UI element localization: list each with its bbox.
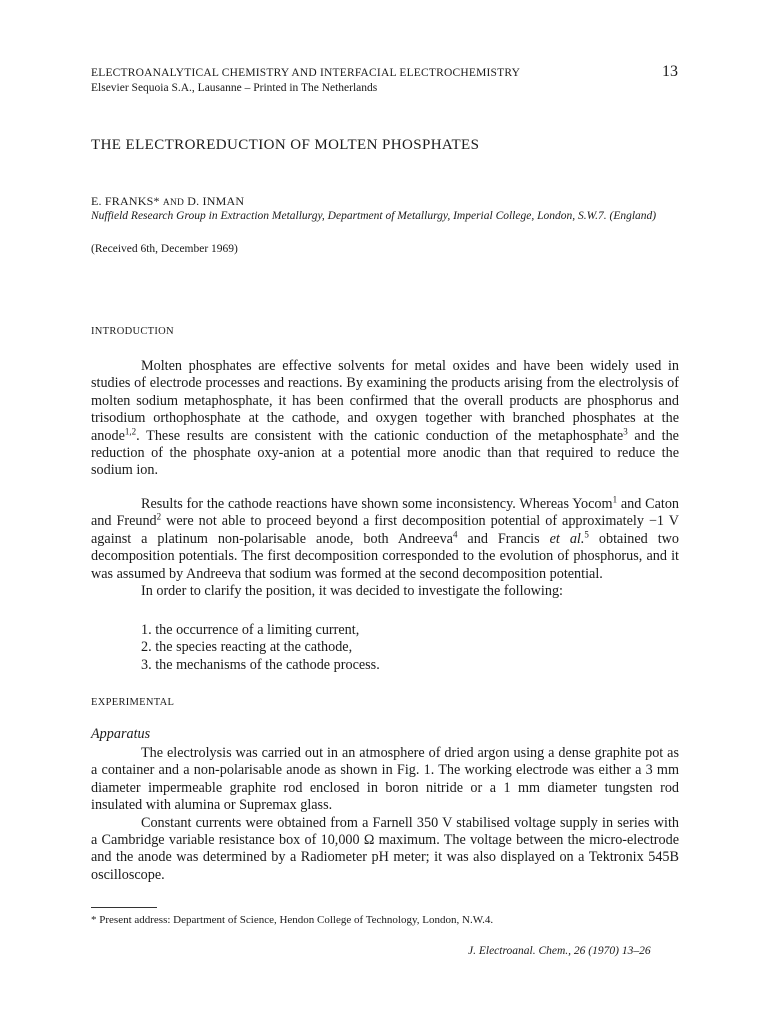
- list-item: 3. the mechanisms of the cathode process.: [141, 656, 380, 673]
- introduction-paragraph-2: [91, 496, 679, 600]
- journal-citation: J. Electroanal. Chem., 26 (1970) 13–26: [468, 945, 651, 957]
- page-number: 13: [662, 63, 678, 80]
- footnote-rule: [91, 907, 157, 908]
- apparatus-paragraph-1: The electrolysis was carried out in an atmosphere of dried argon using a dense graphite pot as a container and a non-polarisable anode as shown in Fig. 1. The working electrode was either a 3 mm diameter impermeable graphite rod enclosed in boron nitride or a 1 mm diameter tungsten rod insulated with alumina or Supremax glass.: [91, 745, 679, 814]
- reference-mark: 5: [584, 529, 589, 540]
- author-1: E. FRANKS*: [91, 194, 160, 208]
- author-2: D. INMAN: [187, 194, 245, 208]
- text-run: . These results are consistent with the cationic conduction of the metaphosphate: [136, 427, 624, 444]
- text-run-italic: et al.: [549, 530, 585, 547]
- investigation-list: [141, 622, 380, 674]
- reference-mark: 3: [623, 425, 628, 436]
- reference-mark: 4: [452, 529, 458, 540]
- article-title: THE ELECTROREDUCTION OF MOLTEN PHOSPHATES: [91, 137, 480, 153]
- text-run: were not able to proceed beyond a first decomposition potential of approximately −1 V against a platinum non-polarisable anode, both Andreeva: [91, 513, 679, 547]
- text-run: and Caton and Freund: [91, 496, 680, 530]
- affiliation: Nuffield Research Group in Extraction Metallurgy, Department of Metallurgy, Imperial College, London, S.W.7. (England): [91, 210, 657, 222]
- reference-mark: 1,2: [124, 425, 137, 436]
- list-item: 1. the occurrence of a limiting current,: [141, 622, 360, 638]
- experimental-heading: EXPERIMENTAL: [91, 697, 175, 708]
- reference-mark: 2: [156, 511, 162, 522]
- text-run: and Francis: [457, 530, 550, 547]
- list-item: 2. the species reacting at the cathode,: [141, 639, 353, 656]
- received-date: (Received 6th, December 1969): [91, 243, 238, 255]
- apparatus-subheading: Apparatus: [91, 726, 151, 742]
- text-run: and the reduction of the phosphate oxy-anion at a potential more anodic than that required to reduce the sodium ion.: [91, 427, 679, 479]
- text-run: Results for the cathode reactions have shown some inconsistency. Whereas Yocom: [141, 496, 613, 512]
- journal-name: ELECTROANALYTICAL CHEMISTRY AND INTERFACIAL ELECTROCHEMISTRY: [91, 67, 521, 79]
- text-run: Molten phosphates are effective solvents for metal oxides and have been widely used in studies of electrode processes and reactions. By examining the products arising from the electrolysis of molten sodium metaphosphate, it has been confirmed that the overall products are phosphorus and trisodium orthophosphate at the cathode, and oxygen together with branched phosphates at the anode: [91, 358, 679, 444]
- reference-mark: 1: [612, 494, 618, 505]
- authors-and: AND: [162, 198, 185, 208]
- introduction-paragraph-1: [91, 358, 679, 480]
- introduction-heading: INTRODUCTION: [91, 326, 174, 337]
- footnote: * Present address: Department of Science, Hendon College of Technology, London, N.W.4.: [91, 914, 494, 926]
- text-run: obtained two decomposition potentials. The first decomposition corresponded to the evolution of phosphorus, and it was assumed by Andreeva that sodium was formed at the second decomposition potential.: [91, 530, 679, 582]
- apparatus-paragraph-2: Constant currents were obtained from a Farnell 350 V stabilised voltage supply in series with a Cambridge variable resistance box of 10,000 Ω maximum. The voltage between the micro-electrode and the anode was determined by a Radiometer pH meter; it was also displayed on a Tektronix 545B oscilloscope.: [91, 814, 679, 883]
- introduction-paragraph-3: In order to clarify the position, it was decided to investigate the following:: [141, 583, 563, 600]
- apparatus-paragraphs: [91, 745, 679, 884]
- publisher-line: Elsevier Sequoia S.A., Lausanne – Printed in The Netherlands: [91, 82, 378, 94]
- authors-line: [91, 194, 244, 209]
